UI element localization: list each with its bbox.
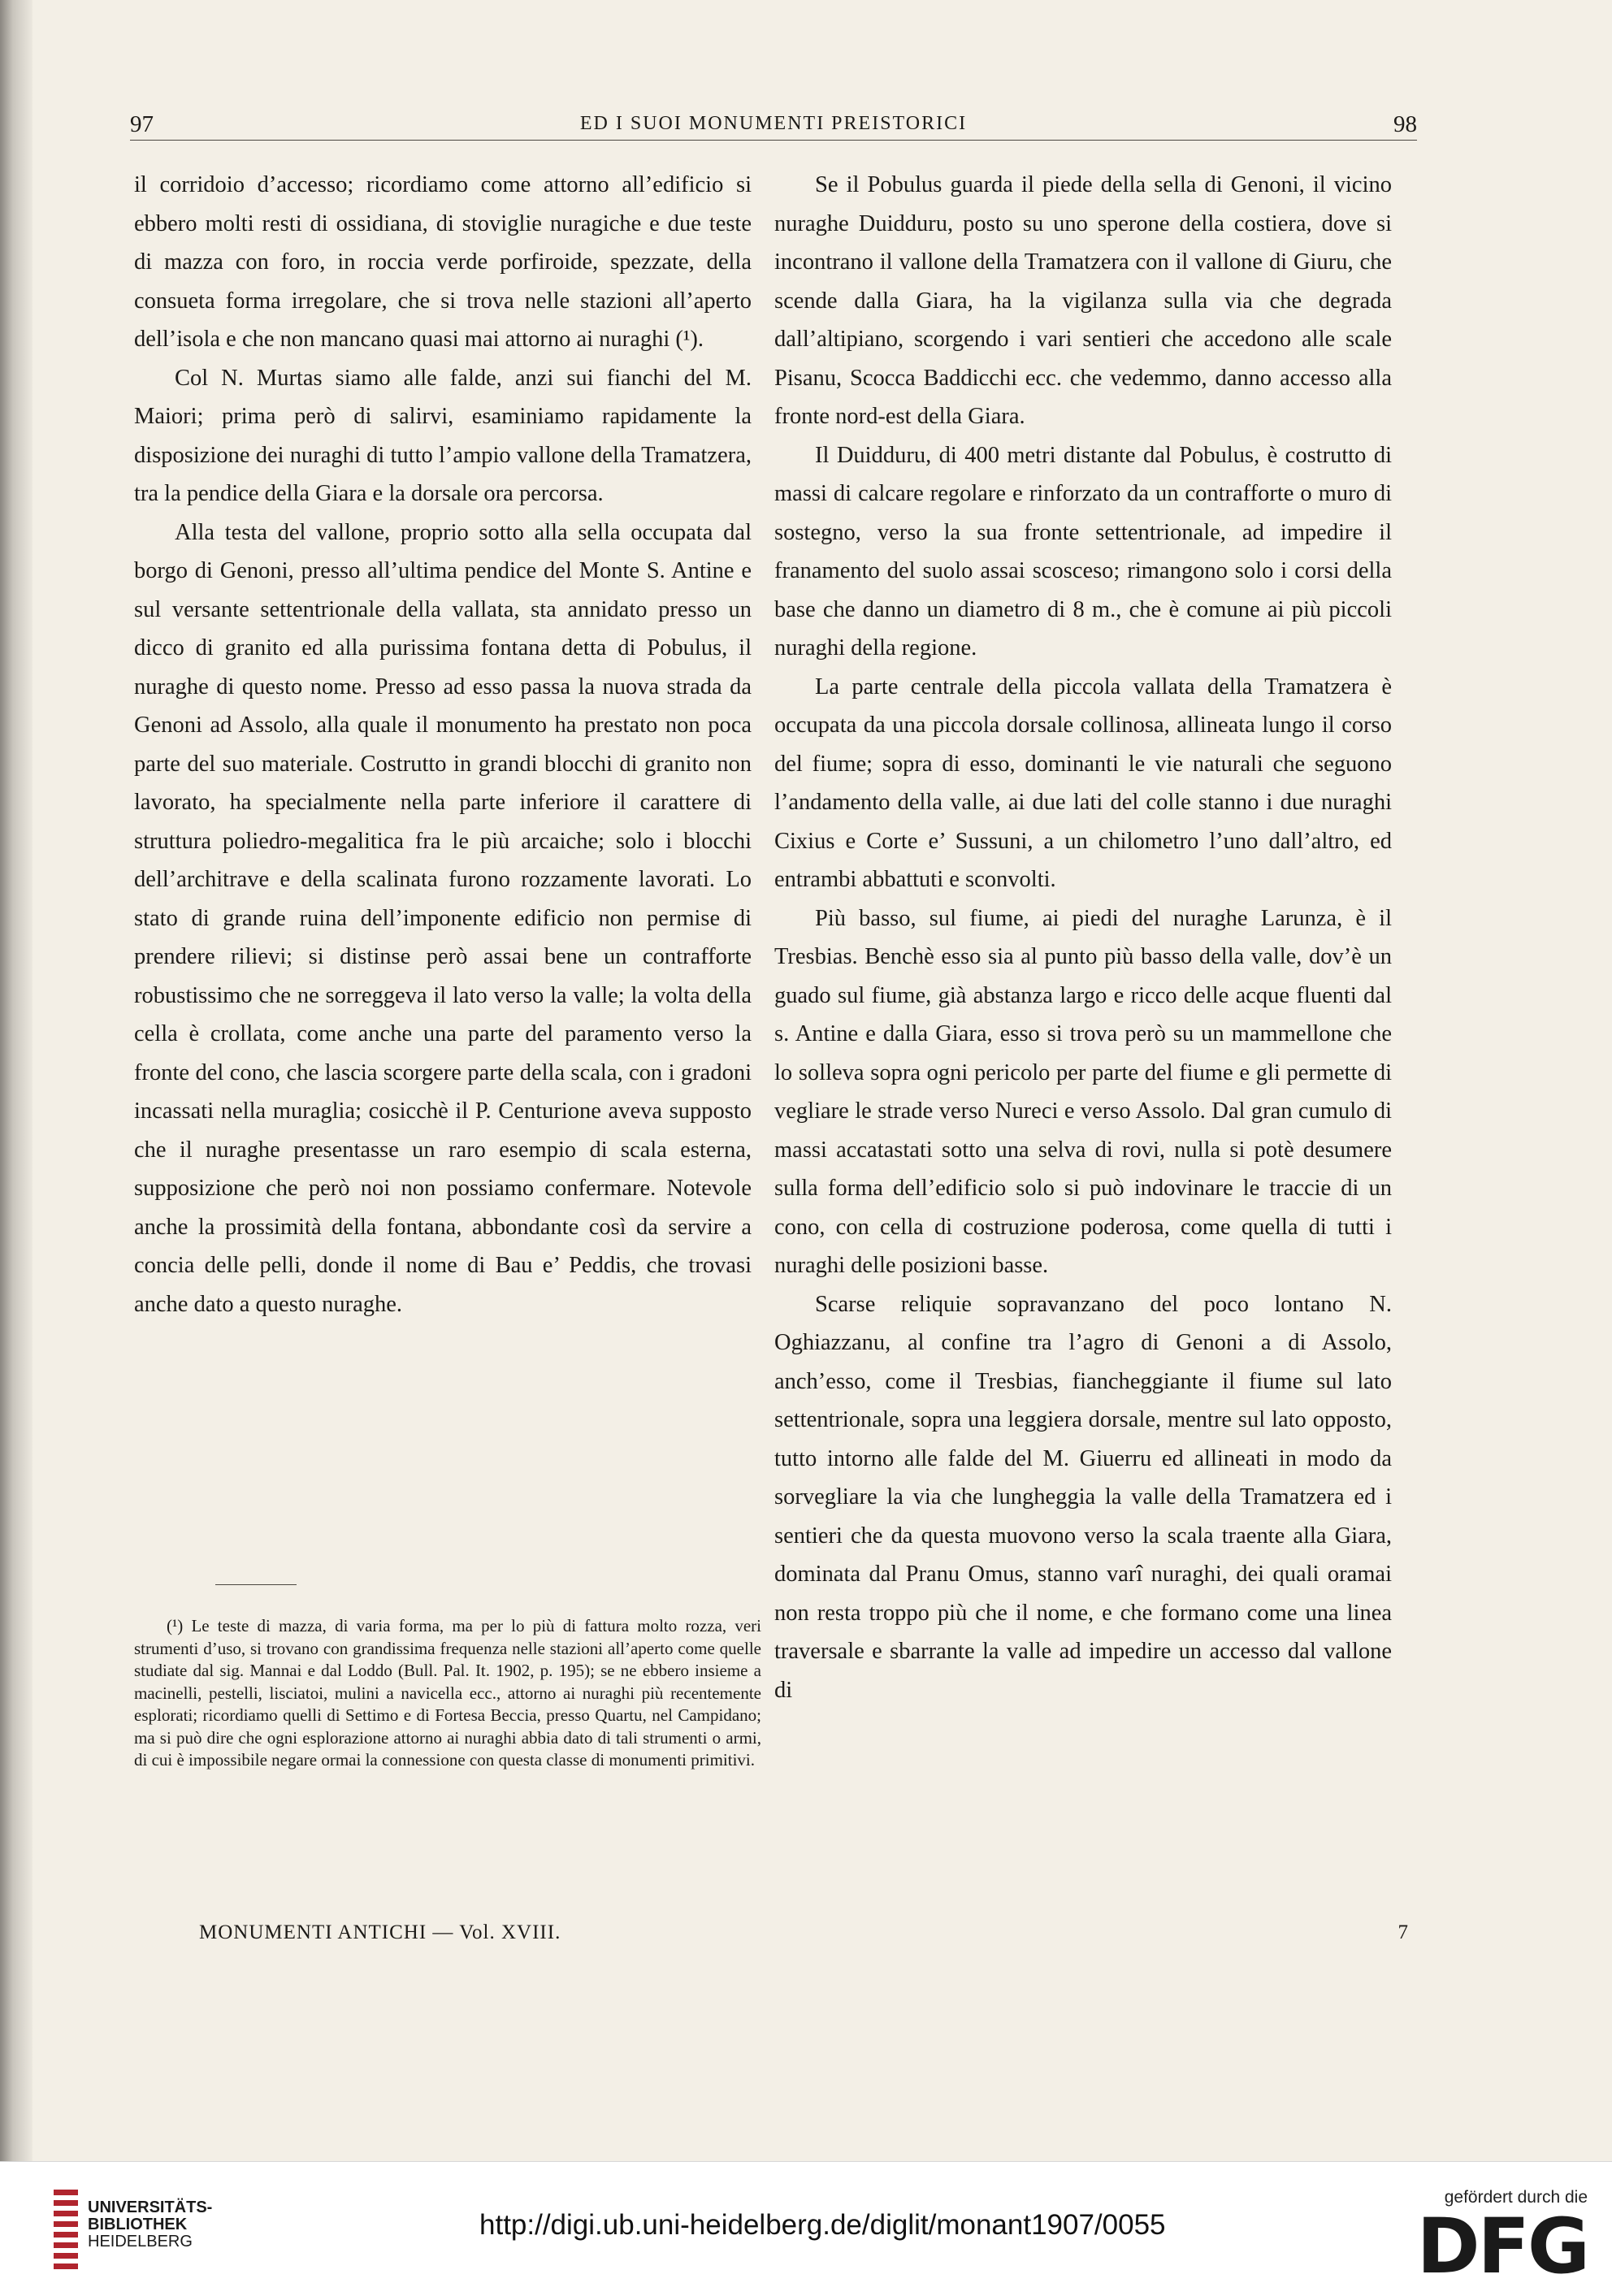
header-rule bbox=[130, 140, 1417, 141]
paragraph: Il Duidduru, di 400 metri distante dal Pobulus, è costrutto di massi di calcare regolare e rinforzato da un contrafforte o muro di sostegno, verso la sua fronte settentrionale, ad impedire il franamento del suolo assai scosceso; rimangono solo i corsi della base che danno un diametro di 8 m., che è comune ai più piccoli nuraghi della regione. bbox=[774, 442, 1392, 661]
page-footer bbox=[134, 1921, 1418, 1954]
paragraph: Alla testa del vallone, proprio sotto alla sella occupata dal borgo di Genoni, presso all’ultima pendice del Monte S. Antine e sul versante settentrionale della vallata, sta annidato presso un dicco di granito ed alla purissima fontana detta di Pobulus, il nuraghe di questo nome. Presso ad esso passa la nuova strada da Genoni ad Assolo, alla quale il monumento ha prestato non poca parte del suo materiale. Costrutto in grandi blocchi di granito non lavorato, ha specialmente nella parte inferiore il carattere di struttura poliedro-megalitica fra le più arcaiche; solo i blocchi dell’architrave e della scalinata furono rozzamente lavorati. Lo stato di grande ruina dell’imponente edificio non permise di prendere rilievi; si distinse però assai bene un contrafforte robustissimo che ne sorreggeva il lato verso la valle; la volta della cella è crollata, come anche una parte del paramento verso la fronte del cono, che lascia scorgere parte della scala, con i gradoni incassati nella muraglia; cosicchè il P. Centurione aveva supposto che il nuraghe presentasse un raro esempio di scala esterna, supposizione che però noi non possiamo confermare. Notevole anche la prossimità della fontana, abbondante così da servire a concia delle pelli, donde il nome di Bau e’ Peddis, che trovasi anche dato a questo nuraghe. bbox=[134, 519, 752, 1317]
dfg-logo: DFG bbox=[1416, 2203, 1588, 2291]
footnote-text: (¹) Le teste di mazza, di varia forma, ma per lo più di fattura molto rozza, veri strumenti d’uso, si trovano con grandissima frequenza nelle stazioni all’aperto come quelle studiate dal sig. Mannai e dal Loddo (Bull. Pal. It. 1902, p. 195); se ne ebbero insieme a macinelli, pestelli, lisciatoi, mulini a navicella ecc., attorno ai nuraghi più recentemente esplorati; ricordiamo quelli di Settimo e di Fortesa Beccia, presso Quartu, nel Campidano; ma si può dire che ogni esplorazione attorno ai nuraghi abbia dato di tali strumenti o armi, di cui è impossibile negare ormai la connessione con questa classe di monumenti primitivi. bbox=[134, 1616, 761, 1770]
footnote bbox=[134, 1615, 761, 1772]
page-number-right: 98 bbox=[1393, 111, 1417, 137]
footnote-rule bbox=[215, 1584, 297, 1585]
library-logo-icon bbox=[54, 2190, 78, 2271]
left-column bbox=[134, 166, 752, 1323]
running-title: ED I SUOI MONUMENTI PREISTORICI bbox=[579, 113, 968, 134]
paragraph: Più basso, sul fiume, ai piedi del nuraghe Larunza, è il Tresbias. Benchè esso sia al punto più basso della valle, dov’è un guado sul fiume, già abstanza largo e ricco delle acque fluenti dal s. Antine e dalla Giara, esso si trova però su un mammellone che lo solleva sopra ogni pericolo per parte del fiume e gli permette di vegliare le strade verso Nureci e verso Assolo. Dal gran cumulo di massi accatastati sotto una selva di rovi, nulla si potè desumere sulla forma dell’edificio solo si può indovinare le traccie di un cono, con cella di costruzione poderosa, come quella di tutti i nuraghi delle posizioni basse. bbox=[774, 905, 1392, 1278]
running-header bbox=[130, 111, 1417, 144]
paragraph: La parte centrale della piccola vallata della Tramatzera è occupata da una piccola dorsale collinosa, allineata lungo il corso del fiume; sopra di esso, dominanti le vie naturali che seguono l’andamento della valle, ai due lati del colle stanno i due nuraghi Cixius e Corte e’ Sussuni, a un chilometro l’uno dall’altro, ed entrambi abbattuti e sconvolti. bbox=[774, 674, 1392, 892]
page-number-left: 97 bbox=[130, 111, 154, 137]
digitization-url[interactable]: http://digi.ub.uni-heidelberg.de/diglit/monant1907/0055 bbox=[479, 2209, 1166, 2241]
paragraph: Col N. Murtas siamo alle falde, anzi sui fianchi del M. Maiori; prima però di salirvi, esaminiamo rapidamente la disposizione dei nuraghi di tutto l’ampio vallone della Tramatzera, tra la pendice della Giara e la dorsale ora percorsa. bbox=[134, 365, 752, 506]
paragraph: il corridoio d’accesso; ricordiamo come attorno all’edificio si ebbero molti resti di ossidiana, di stoviglie nuragiche e due teste di mazza con foro, in roccia verde porfiroide, spezzate, della consueta forma irregolare, che si trova nelle stazioni all’aperto dell’isola e che non mancano quasi mai attorno ai nuraghi (¹). bbox=[134, 172, 752, 352]
scanned-page bbox=[32, 0, 1612, 2161]
paragraph: Scarse reliquie sopravanzano del poco lontano N. Oghiazzanu, al confine tra l’agro di Genoni a di Assolo, anch’esso, come il Tresbias, fiancheggiante il fiume sul lato settentrionale, sopra una leggiera dorsale, mentre sul lato opposto, tutto intorno alle falde del M. Giuerru ed allineati in modo da sorvegliare la via che lungheggia la valle della Tramatzera ed i sentieri che da questa muovono verso la scala traente alla Giara, dominata dal Pranu Omus, stanno varî nuraghi, dei quali oramai non resta troppo più che il nome, e che formano come una linea traversale e sbarrante la valle ad impedire un accesso dal vallone di bbox=[774, 1291, 1392, 1703]
sponsor-note: gefördert durch die bbox=[1444, 2188, 1588, 2207]
signature-number: 7 bbox=[1398, 1921, 1408, 1943]
library-name: UNIVERSITÄTS- BIBLIOTHEK HEIDELBERG bbox=[88, 2199, 213, 2251]
paragraph: Se il Pobulus guarda il piede della sella di Genoni, il vicino nuraghe Duidduru, posto su uno sperone della costiera, dove si incontrano il vallone della Tramatzera con il vallone di Giuru, che scende dalla Giara, ha la vigilanza sulla via che degrada dall’altipiano, scorgendo i vari sentieri che accedono alle scale Pisanu, Scocca Baddicchi ecc. che vedemmo, danno accesso alla fronte nord-est della Giara. bbox=[774, 172, 1392, 429]
digitization-banner bbox=[0, 2161, 1612, 2296]
right-column bbox=[774, 166, 1392, 1709]
scan-binding-shadow bbox=[0, 0, 32, 2161]
journal-signature: MONUMENTI ANTICHI — Vol. XVIII. bbox=[199, 1921, 561, 1943]
